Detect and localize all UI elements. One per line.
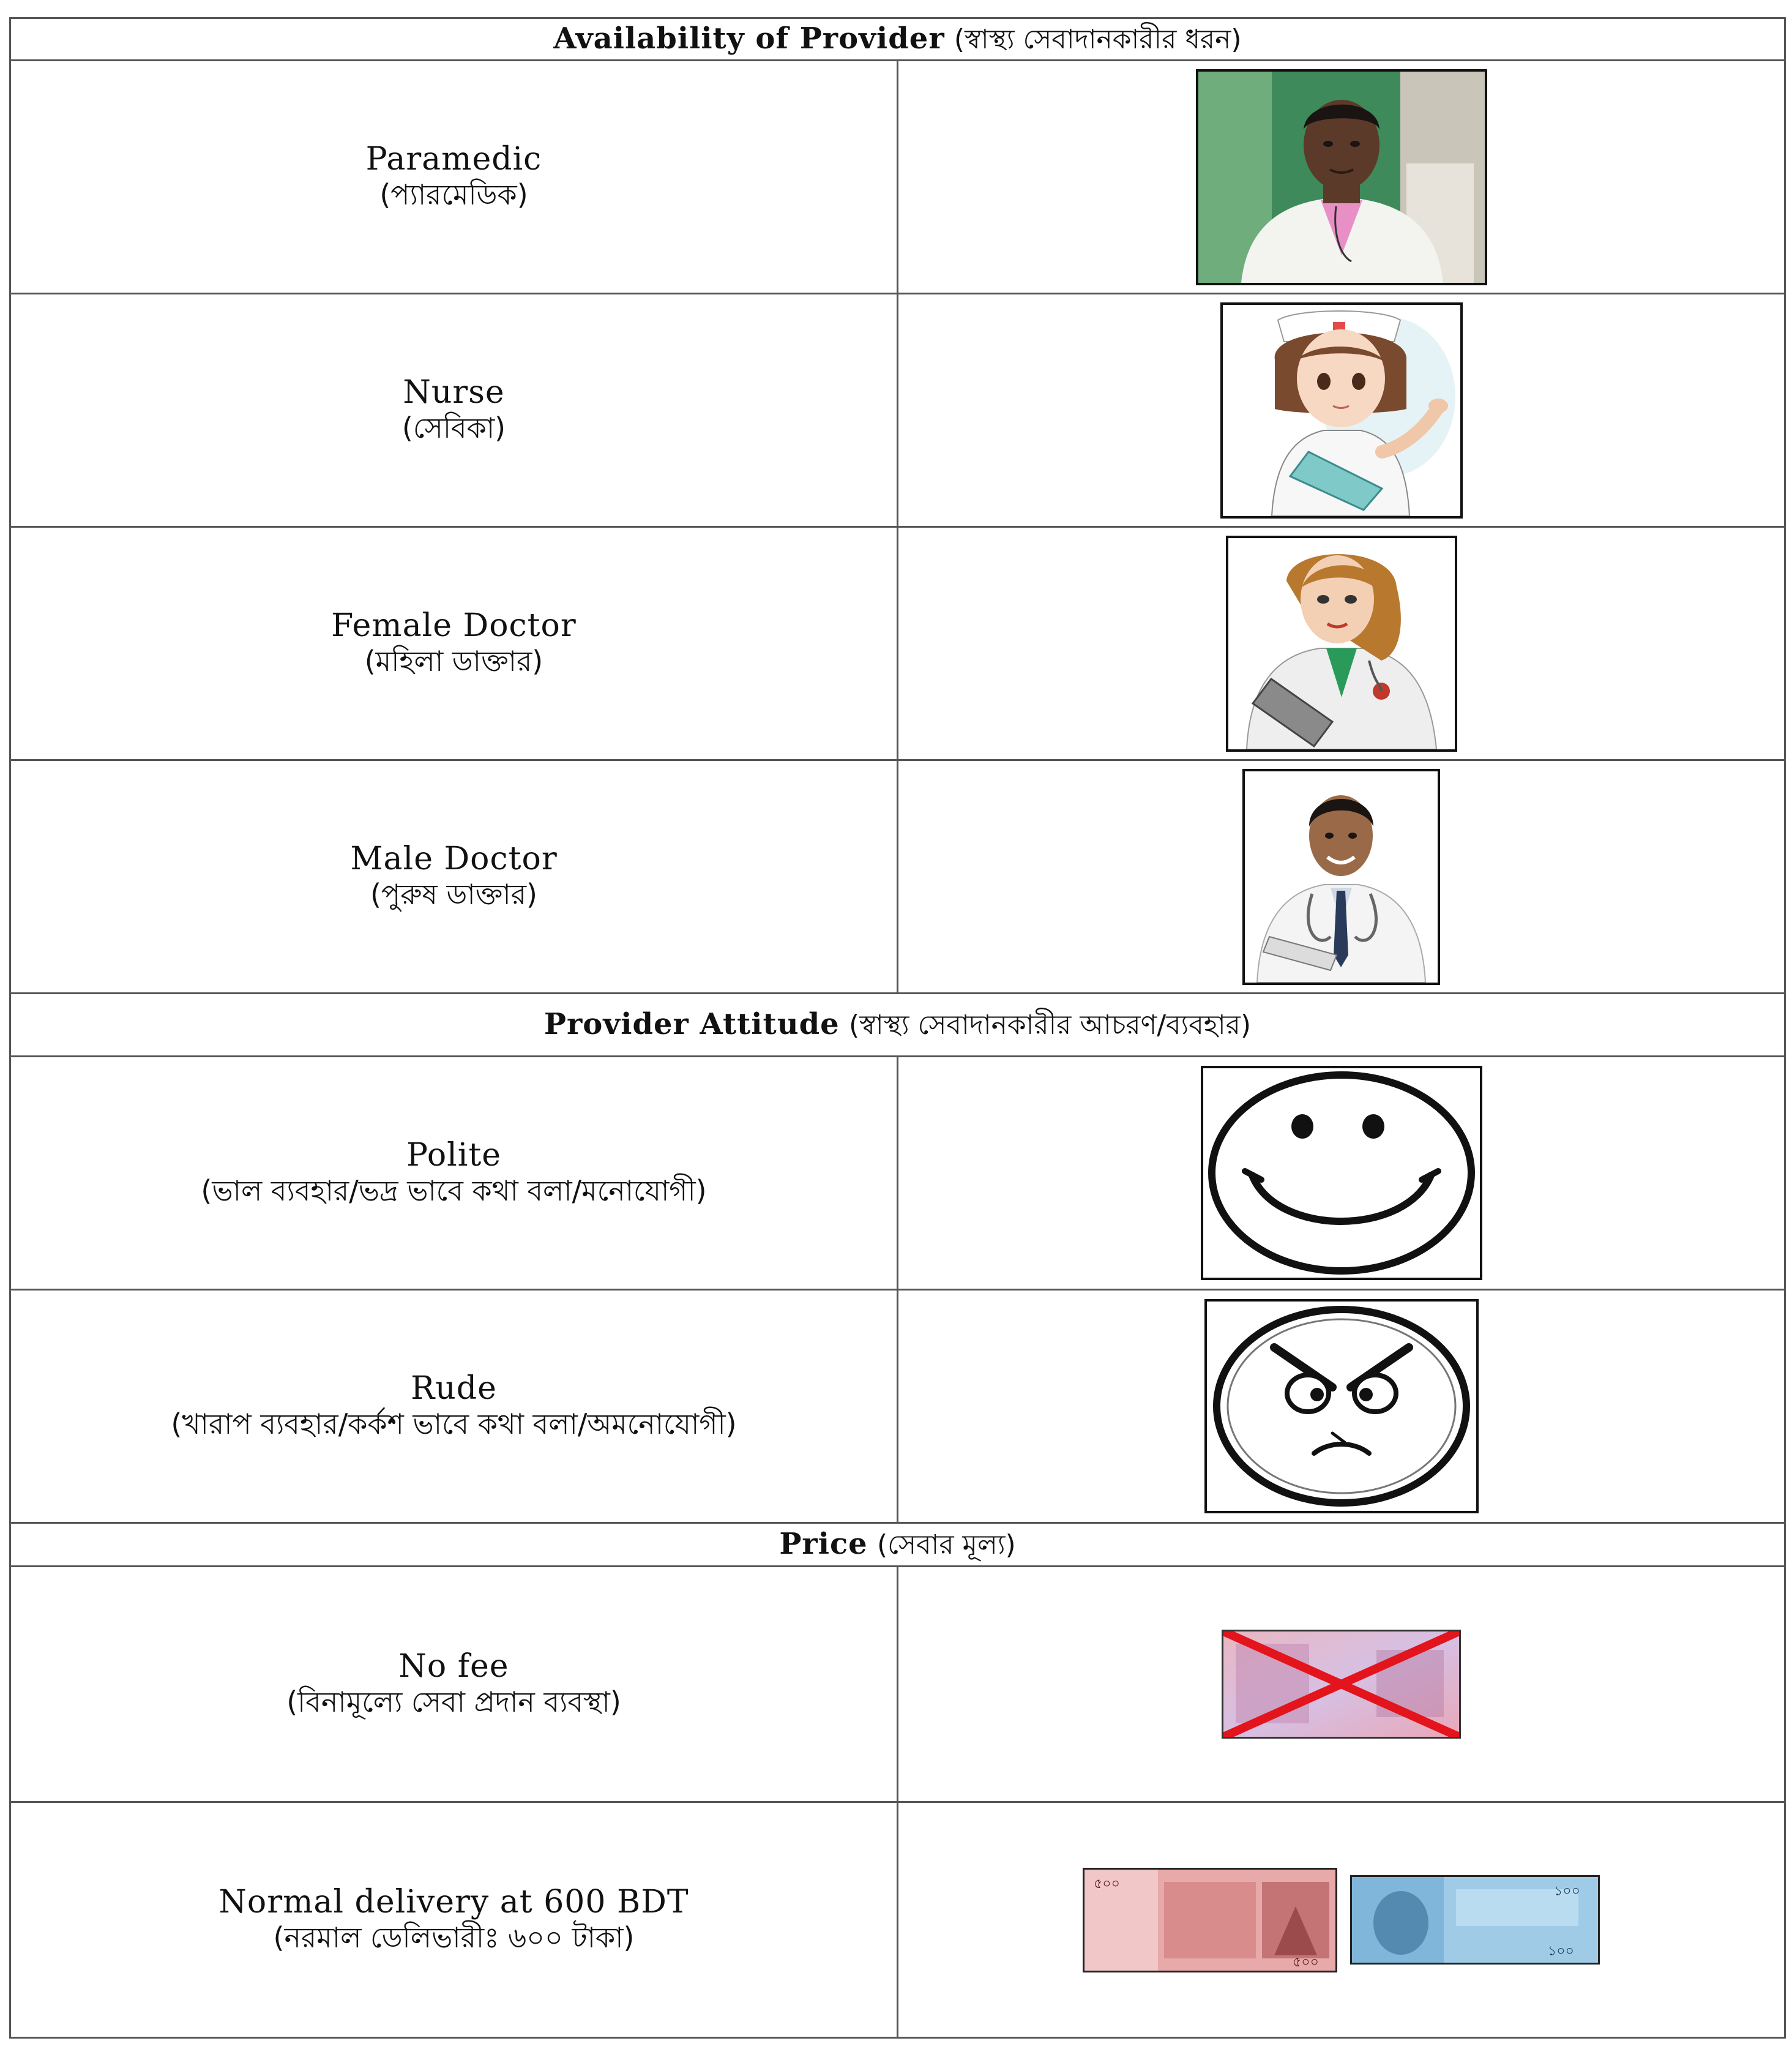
female-doctor-cartoon-icon: [1226, 536, 1457, 752]
nurse-cartoon-icon: [1220, 302, 1463, 519]
banknotes-icon: [1078, 1876, 1605, 1970]
table-row-no-fee: [10, 1567, 1785, 1802]
crossed-banknote-icon: [1222, 1630, 1461, 1739]
label-en: No fee: [398, 1648, 509, 1685]
section-subtitle: (স্বাস্থ্য সেবাদানকারীর ধরন): [954, 24, 1242, 55]
picture-cell: [898, 1290, 1785, 1523]
label-bn: (প্যারমেডিক): [379, 178, 528, 211]
section-title: Provider Attitude: [543, 1007, 840, 1041]
section-title: Price: [779, 1527, 868, 1561]
label-bn: (খারাপ ব্যবহার/কর্কশ ভাবে কথা বলা/অমনোযোগী): [171, 1407, 737, 1440]
label-bn: (পুরুষ ডাক্তার): [370, 878, 537, 911]
label-en: Polite: [406, 1137, 502, 1174]
table-row-paramedic: [10, 61, 1785, 294]
label-en: Nurse: [403, 374, 505, 411]
label-cell: [10, 1802, 898, 2038]
label-cell: [10, 760, 898, 994]
picture-cell: [898, 1567, 1785, 1802]
picture-cell: [898, 1802, 1785, 2038]
label-bn: (ভাল ব্যবহার/ভদ্র ভাবে কথা বলা/মনোযোগী): [201, 1174, 707, 1207]
table-row-polite: [10, 1057, 1785, 1290]
section-subtitle: (স্বাস্থ্য সেবাদানকারীর আচরণ/ব্যবহার): [848, 1010, 1252, 1041]
section-header-price: [10, 1523, 1785, 1567]
label-en: Rude: [411, 1370, 497, 1407]
section-title: Availability of Provider: [553, 21, 945, 56]
label-cell: [10, 1567, 898, 1802]
label-cell: [10, 1057, 898, 1290]
section-header-availability: [10, 18, 1785, 61]
attribute-table: [9, 17, 1786, 2039]
note-value-bottom: ১০০: [1548, 1944, 1574, 1959]
section-header-attitude: [10, 994, 1785, 1057]
note-value-top: ৫০০: [1093, 1876, 1120, 1892]
paramedic-photo-icon: [1196, 69, 1487, 285]
label-en: Female Doctor: [331, 607, 577, 644]
table-row-rude: [10, 1290, 1785, 1523]
banknote-100-icon: [1350, 1875, 1600, 1965]
note-value-bottom: ৫০০: [1292, 1954, 1319, 1970]
table-row-male-doctor: [10, 760, 1785, 994]
label-cell: [10, 1290, 898, 1523]
picture-cell: [898, 294, 1785, 527]
label-bn: (বিনামূল্যে সেবা প্রদান ব্যবস্থা): [286, 1685, 621, 1718]
angry-face-icon: [1204, 1299, 1479, 1513]
label-cell: [10, 527, 898, 760]
banknote-500-icon: [1083, 1868, 1337, 1972]
picture-cell: [898, 61, 1785, 294]
table-row-nurse: [10, 294, 1785, 527]
label-en: Normal delivery at 600 BDT: [218, 1884, 689, 1920]
label-cell: [10, 294, 898, 527]
picture-cell: [898, 527, 1785, 760]
picture-cell: [898, 1057, 1785, 1290]
label-bn: (মহিলা ডাক্তার): [364, 645, 543, 678]
note-value-top: ১০০: [1554, 1884, 1580, 1899]
label-en: Paramedic: [365, 141, 542, 178]
label-en: Male Doctor: [350, 841, 558, 877]
section-subtitle: (সেবার মূল্য): [876, 1529, 1016, 1560]
label-bn: (নরমাল ডেলিভারীঃ ৬০০ টাকা): [273, 1921, 635, 1954]
picture-cell: [898, 760, 1785, 994]
male-doctor-photo-icon: [1242, 769, 1440, 985]
label-bn: (সেবিকা): [401, 411, 506, 444]
table-row-normal-delivery: [10, 1802, 1785, 2038]
smiley-face-icon: [1201, 1066, 1482, 1280]
table-row-female-doctor: [10, 527, 1785, 760]
label-cell: [10, 61, 898, 294]
